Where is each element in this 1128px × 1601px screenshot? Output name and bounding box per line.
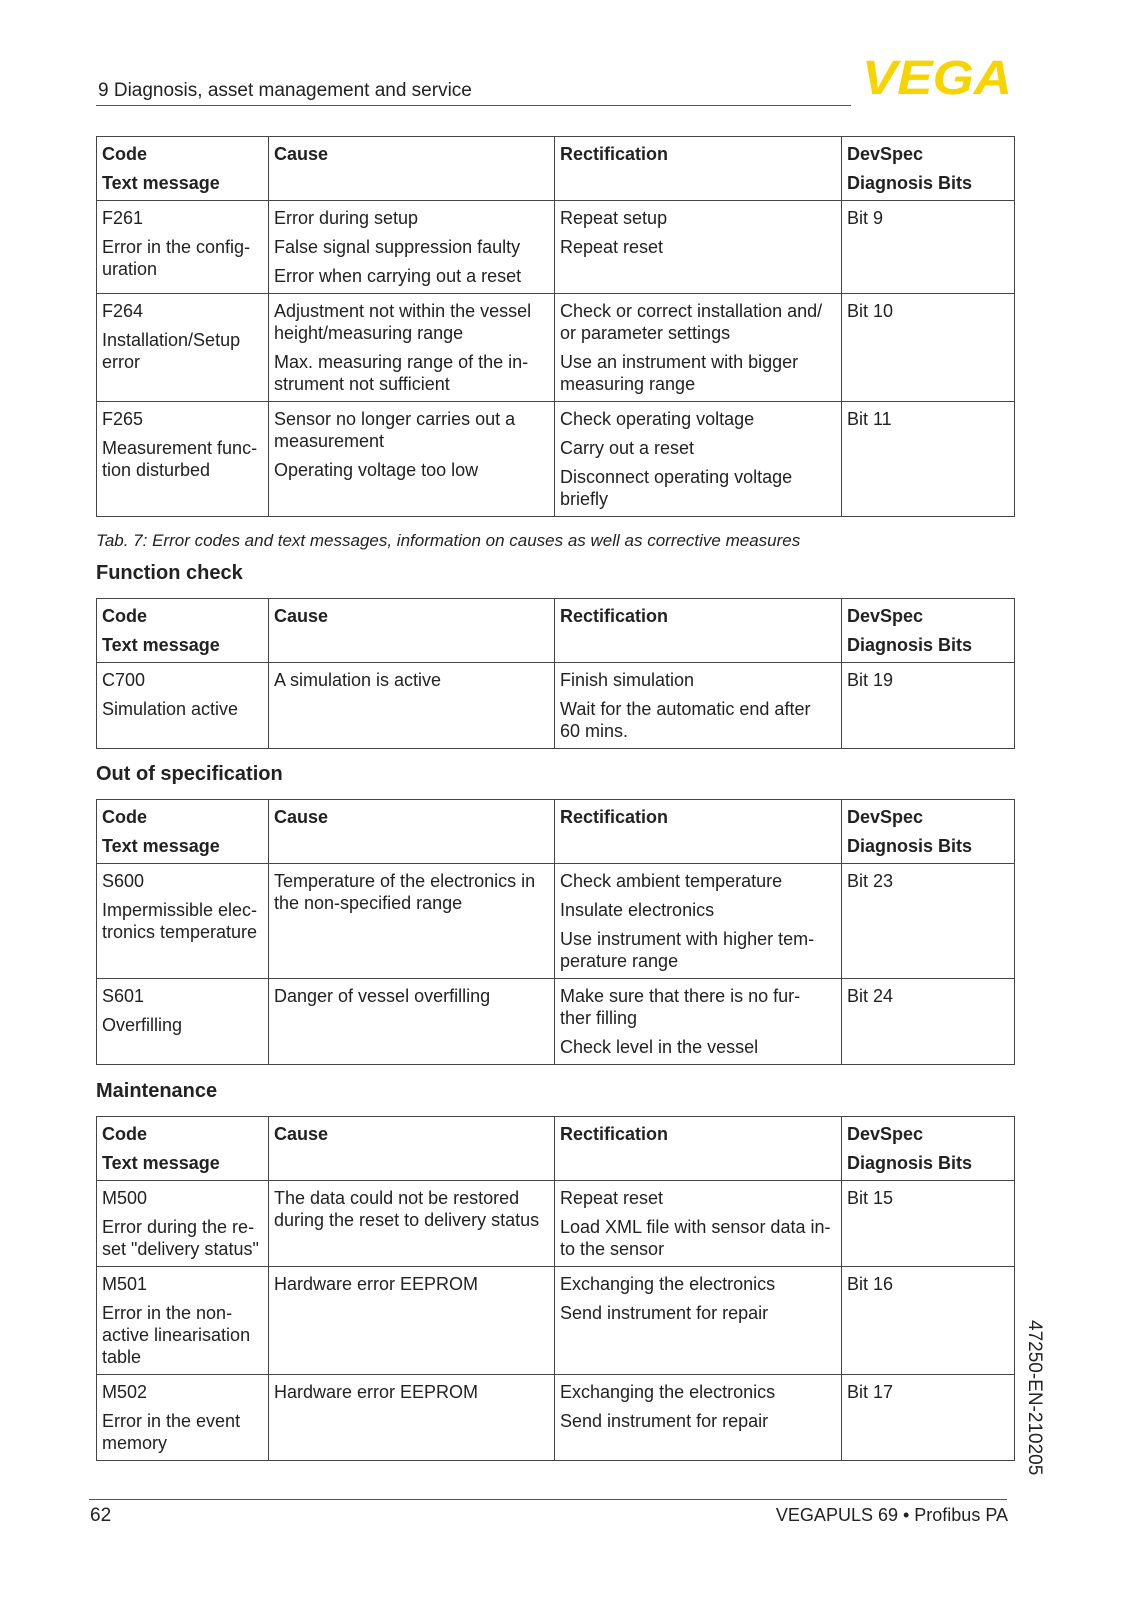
diagnosis-bit-cell	[842, 201, 1015, 294]
code-cell	[97, 1375, 269, 1461]
error-code: F261	[102, 208, 144, 228]
cause-text: Error during setup	[274, 208, 419, 228]
header-code-cell	[97, 599, 269, 663]
cause-cell	[269, 201, 555, 294]
rectification-text: Carry out a reset	[560, 438, 695, 458]
header-rectification-cell	[555, 599, 842, 663]
rectification-text: Repeat setup	[560, 208, 668, 228]
header-diagnosis-bits: Diagnosis Bits	[847, 1153, 973, 1173]
header-rectification: Rectification	[560, 144, 669, 164]
error-code: M501	[102, 1274, 148, 1294]
header-text-message: Text message	[102, 635, 220, 655]
error-code: M500	[102, 1188, 148, 1208]
diagnosis-bit-cell	[842, 864, 1015, 979]
header-code-cell	[97, 137, 269, 201]
diagnosis-bit-cell	[842, 663, 1015, 749]
rectification-text: Exchanging the electronics	[560, 1274, 776, 1294]
text-message: Overfilling	[102, 1015, 183, 1035]
header-rectification-cell	[555, 800, 842, 864]
header-row	[97, 137, 1015, 201]
table-row	[97, 294, 1015, 402]
diagnosis-bit: Bit 10	[847, 301, 894, 321]
table-row	[97, 864, 1015, 979]
cause-cell	[269, 864, 555, 979]
cause-text: Temperature of the electronics in the non-specified range	[274, 871, 536, 913]
diagnosis-bit: Bit 19	[847, 670, 894, 690]
header-devspec-cell	[842, 1117, 1015, 1181]
header-diagnosis-bits: Diagnosis Bits	[847, 173, 973, 193]
error-code: C700	[102, 670, 146, 690]
cause-text: Sensor no longer carries out a measurement	[274, 409, 516, 451]
table-row	[97, 663, 1015, 749]
rectification-cell	[555, 1375, 842, 1461]
cause-cell	[269, 294, 555, 402]
vega-logo	[862, 54, 1014, 102]
header-devspec: DevSpec	[847, 1124, 924, 1144]
cause-cell	[269, 979, 555, 1065]
table-row	[97, 1181, 1015, 1267]
diagnosis-bit: Bit 23	[847, 871, 894, 891]
cause-cell	[269, 402, 555, 517]
rectification-cell	[555, 402, 842, 517]
rectification-cell	[555, 979, 842, 1065]
header-devspec: DevSpec	[847, 144, 924, 164]
header-text-message: Text message	[102, 836, 220, 856]
rectification-text: Repeat reset	[560, 1188, 664, 1208]
error-code: S600	[102, 871, 145, 891]
code-cell	[97, 1267, 269, 1375]
error-code: M502	[102, 1382, 148, 1402]
diagnosis-bit-cell	[842, 402, 1015, 517]
error-code: F265	[102, 409, 144, 429]
header-cause-cell	[269, 599, 555, 663]
code-cell	[97, 402, 269, 517]
chapter-title: 9 Diagnosis, asset management and service	[98, 80, 472, 101]
header-devspec-cell	[842, 599, 1015, 663]
table-row	[97, 979, 1015, 1065]
header-text-message: Text message	[102, 1153, 220, 1173]
rectification-text: Insulate electronics	[560, 900, 715, 920]
section-title-maintenance: Maintenance	[96, 1080, 218, 1102]
page-number: 62	[90, 1505, 112, 1526]
text-message: Error in the config- uration	[102, 237, 251, 279]
header-text-message: Text message	[102, 173, 220, 193]
code-cell	[97, 864, 269, 979]
cause-text: Adjustment not within the vessel height/measuring range	[274, 301, 532, 343]
code-cell	[97, 1181, 269, 1267]
diagnosis-bit: Bit 17	[847, 1382, 894, 1402]
code-cell	[97, 294, 269, 402]
header-code-cell	[97, 1117, 269, 1181]
failure-table	[96, 136, 1015, 517]
rectification-text: Use instrument with higher tem- perature range	[560, 929, 815, 971]
cause-cell	[269, 663, 555, 749]
header-rectification: Rectification	[560, 807, 669, 827]
diagnosis-bit-cell	[842, 1267, 1015, 1375]
rectification-text: Check or correct installation and/ or parameter settings	[560, 301, 823, 343]
header-rectification-cell	[555, 137, 842, 201]
diagnosis-bit: Bit 9	[847, 208, 884, 228]
header-cause-cell	[269, 800, 555, 864]
header-code: Code	[102, 606, 147, 626]
header-cause-cell	[269, 137, 555, 201]
out-of-specification-table	[96, 799, 1015, 1065]
rectification-text: Send instrument for repair	[560, 1411, 769, 1431]
rectification-cell	[555, 1267, 842, 1375]
text-message: Simulation active	[102, 699, 239, 719]
header-code: Code	[102, 1124, 147, 1144]
rectification-text: Wait for the automatic end after 60 mins.	[560, 699, 811, 741]
text-message: Installation/Setup error	[102, 330, 241, 372]
header-cause-cell	[269, 1117, 555, 1181]
rectification-text: Check operating voltage	[560, 409, 755, 429]
cause-text: A simulation is active	[274, 670, 442, 690]
code-cell	[97, 201, 269, 294]
code-cell	[97, 979, 269, 1065]
logo-text: VEGA	[862, 54, 1012, 102]
diagnosis-bit: Bit 11	[847, 409, 892, 429]
text-message: Error in the event memory	[102, 1411, 241, 1453]
header-diagnosis-bits: Diagnosis Bits	[847, 635, 973, 655]
table-row	[97, 1375, 1015, 1461]
header-devspec-cell	[842, 800, 1015, 864]
table-row	[97, 402, 1015, 517]
rectification-cell	[555, 294, 842, 402]
table-row	[97, 201, 1015, 294]
rectification-cell	[555, 1181, 842, 1267]
rectification-text: Check ambient temperature	[560, 871, 783, 891]
document-code: 47250-EN-210205	[1024, 1320, 1045, 1476]
header-devspec: DevSpec	[847, 807, 924, 827]
cause-text: Hardware error EEPROM	[274, 1382, 479, 1402]
header-code: Code	[102, 144, 147, 164]
rectification-cell	[555, 201, 842, 294]
diagnosis-bit: Bit 15	[847, 1188, 894, 1208]
cause-cell	[269, 1267, 555, 1375]
cause-text: Danger of vessel overfilling	[274, 986, 491, 1006]
header-code: Code	[102, 807, 147, 827]
text-message: Impermissible elec- tronics temperature	[102, 900, 258, 942]
cause-text: Hardware error EEPROM	[274, 1274, 479, 1294]
diagnosis-bit: Bit 24	[847, 986, 894, 1006]
header-cause: Cause	[274, 807, 329, 827]
cause-cell	[269, 1375, 555, 1461]
header-cause: Cause	[274, 606, 329, 626]
rectification-cell	[555, 663, 842, 749]
rectification-text: Finish simulation	[560, 670, 695, 690]
diagnosis-bit-cell	[842, 1375, 1015, 1461]
error-code: F264	[102, 301, 144, 321]
diagnosis-bit-cell	[842, 294, 1015, 402]
cause-text: The data could not be restored during the reset to delivery status	[274, 1188, 540, 1230]
maintenance-table	[96, 1116, 1015, 1461]
footer-divider	[89, 1499, 1007, 1500]
cause-text: Error when carrying out a reset	[274, 266, 522, 286]
text-message: Error during the re- set "delivery status"	[102, 1217, 259, 1259]
cause-cell	[269, 1181, 555, 1267]
header-devspec-cell	[842, 137, 1015, 201]
section-title-function-check: Function check	[96, 562, 243, 584]
header-rectification-cell	[555, 1117, 842, 1181]
rectification-text: Load XML file with sensor data in- to the sensor	[560, 1217, 831, 1259]
header-diagnosis-bits: Diagnosis Bits	[847, 836, 973, 856]
header-code-cell	[97, 800, 269, 864]
cause-text: Operating voltage too low	[274, 460, 479, 480]
rectification-text: Use an instrument with bigger measuring range	[560, 352, 799, 394]
rectification-text: Make sure that there is no fur- ther filling	[560, 986, 801, 1028]
header-rectification: Rectification	[560, 1124, 669, 1144]
table-caption: Tab. 7: Error codes and text messages, information on causes as well as corrective measures	[96, 531, 801, 550]
code-cell	[97, 663, 269, 749]
header-devspec: DevSpec	[847, 606, 924, 626]
text-message: Measurement func- tion disturbed	[102, 438, 258, 480]
diagnosis-bit: Bit 16	[847, 1274, 894, 1294]
rectification-cell	[555, 864, 842, 979]
rectification-text: Send instrument for repair	[560, 1303, 769, 1323]
rectification-text: Repeat reset	[560, 237, 664, 257]
header-row	[97, 800, 1015, 864]
section-title-out-of-specification: Out of specification	[96, 763, 283, 785]
product-name: VEGAPULS 69 • Profibus PA	[775, 1505, 1008, 1525]
header-cause: Cause	[274, 144, 329, 164]
function-check-table	[96, 598, 1015, 749]
cause-text: False signal suppression faulty	[274, 237, 521, 257]
rectification-text: Disconnect operating voltage briefly	[560, 467, 793, 509]
header-cause: Cause	[274, 1124, 329, 1144]
header-rectification: Rectification	[560, 606, 669, 626]
error-code: S601	[102, 986, 145, 1006]
header-divider	[96, 105, 851, 106]
rectification-text: Exchanging the electronics	[560, 1382, 776, 1402]
diagnosis-bit-cell	[842, 1181, 1015, 1267]
header-row	[97, 599, 1015, 663]
header-row	[97, 1117, 1015, 1181]
text-message: Error in the non- active linearisation table	[102, 1303, 251, 1367]
cause-text: Max. measuring range of the in- strument not sufficient	[274, 352, 529, 394]
diagnosis-bit-cell	[842, 979, 1015, 1065]
table-row	[97, 1267, 1015, 1375]
rectification-text: Check level in the vessel	[560, 1037, 759, 1057]
